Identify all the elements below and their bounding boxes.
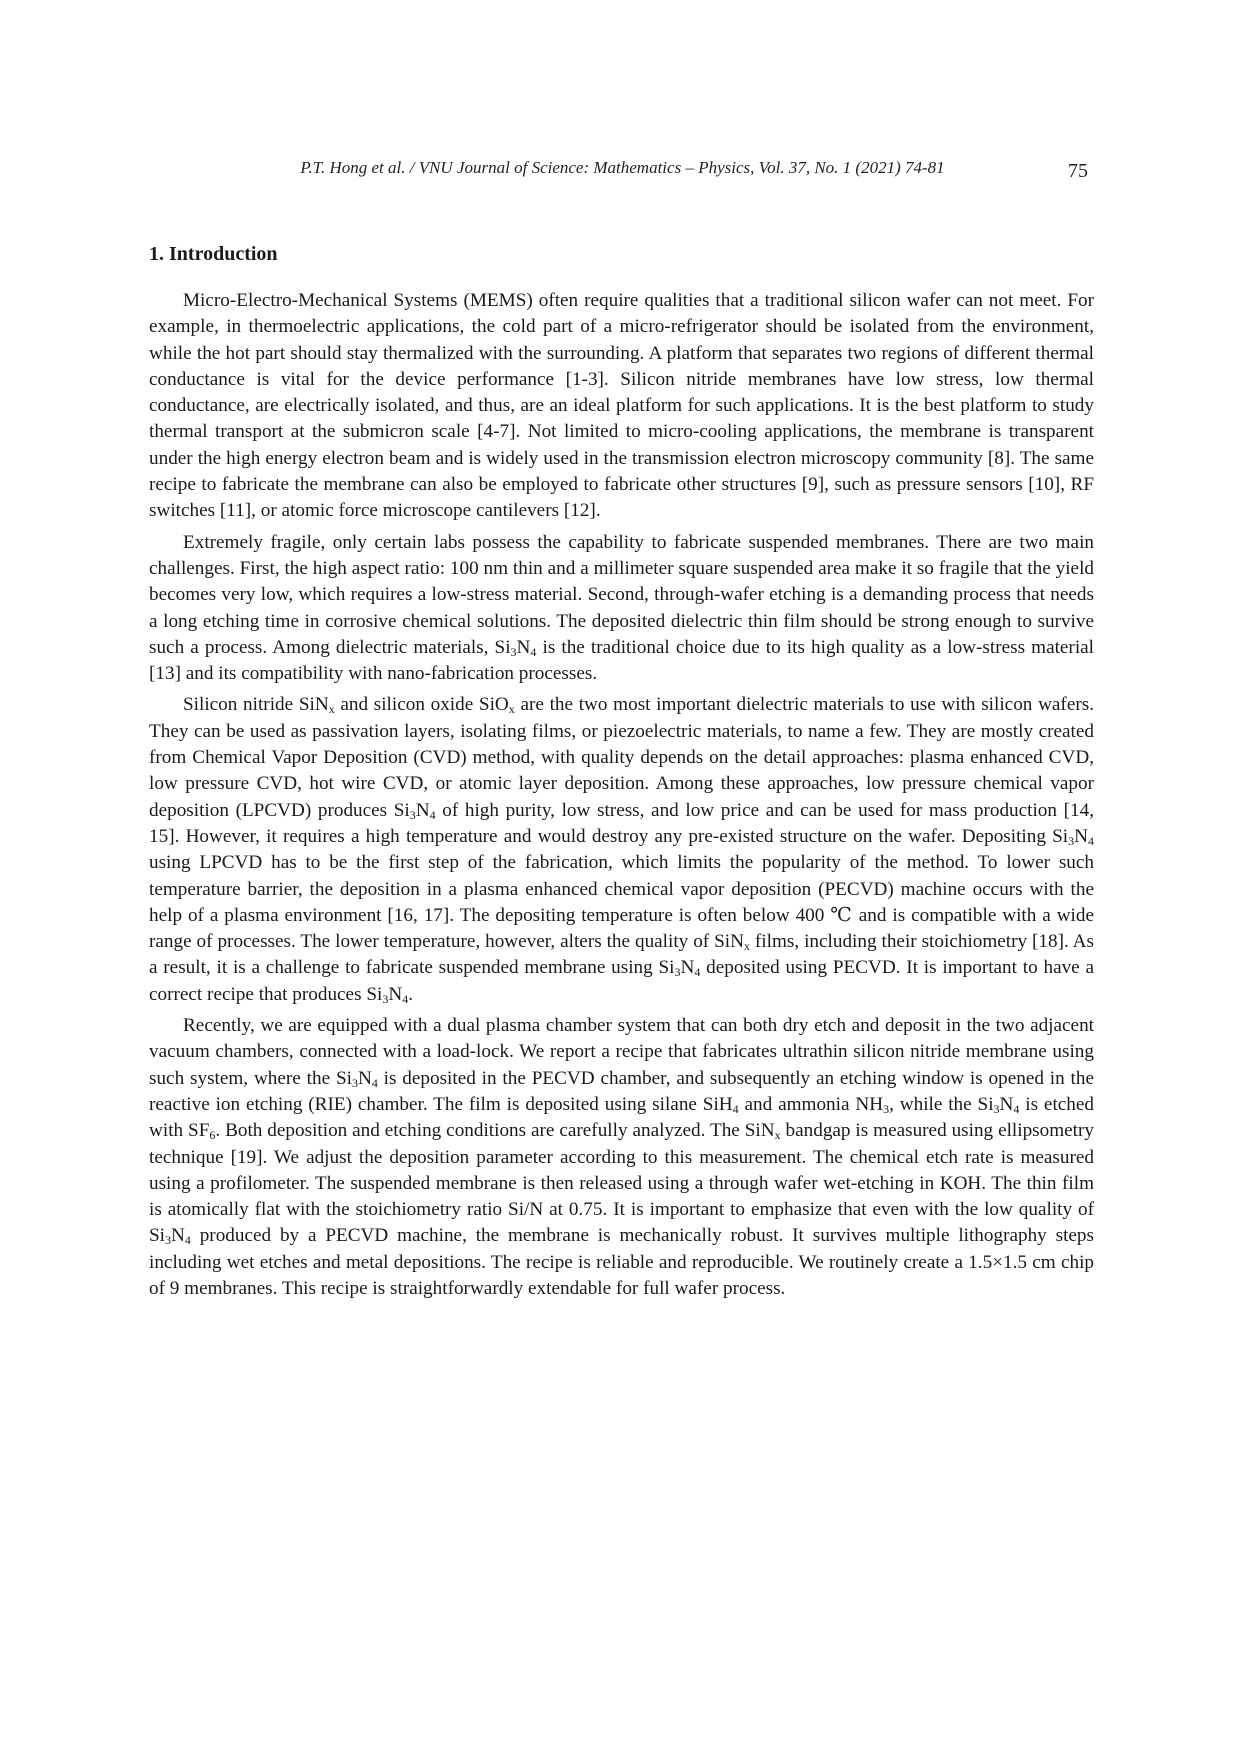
- subscript-text: 4: [402, 991, 409, 1006]
- subscript-text: 3: [993, 1101, 1000, 1116]
- text-run: N: [999, 1093, 1014, 1115]
- text-run: using LPCVD has to be the first step of the fabrication, which limits the popularity of the method. To lower such temperature barrier, the deposition in a plasma enhanced chemical vapor deposition (PECVD) machine occurs with the help of a plasma environment [16, 17]. The depositing temperature is often below 400 ℃ and is compatible with a wide range of processes. The lower temperature, however, alters the quality of SiN: [149, 852, 1094, 953]
- text-run: deposited using PECVD. It is important to have a correct recipe that produces Si: [149, 957, 1094, 1005]
- paragraph: [149, 1013, 1094, 1302]
- text-run: and ammonia NH: [738, 1093, 884, 1115]
- text-run: N: [388, 983, 403, 1005]
- subscript-text: 4: [530, 644, 537, 659]
- text-run: is the traditional choice due to its high quality as a low-stress material [13] and its compatibility with nano-fabrication processes.: [149, 636, 1094, 685]
- text-run: N: [516, 636, 531, 658]
- subscript-text: 4: [732, 1101, 739, 1116]
- body-text: [149, 288, 1094, 1307]
- subscript-text: 3: [510, 644, 517, 659]
- subscript-text: 3: [351, 1075, 358, 1090]
- text-run: Silicon nitride SiN: [183, 694, 329, 716]
- subscript-text: 4: [429, 807, 436, 822]
- subscript-text: 3: [165, 1233, 172, 1248]
- paragraph: [149, 288, 1094, 525]
- text-run: of high purity, low stress, and low price and can be used for mass production [14, 15]. However, it requires a high temperature and would destroy any pre-existed structure on the wafer. Depositing Si: [149, 799, 1094, 847]
- text-run: bandgap is measured using ellipsometry technique [19]. We adjust the deposition parameter according to this measurement. The chemical etch rate is measured using a profilometer. The suspended membrane is then released using a through wafer wet-etching in KOH. The thin film is atomically flat with the stoichiometry ratio Si/N at 0.75. It is important to emphasize that even with the low quality of Si: [149, 1120, 1094, 1247]
- text-run: are the two most important dielectric materials to use with silicon wafers. They can be used as passivation layers, isolating films, or piezoelectric materials, to name a few. They are mostly created from Chemical Vapor Deposition (CVD) method, with quality depends on the detail approaches: plasma enhanced CVD, low pressure CVD, hot wire CVD, or atomic layer deposition. Among these approaches, low pressure chemical vapor deposition (LPCVD) produces Si: [149, 694, 1094, 821]
- subscript-text: 4: [1088, 833, 1094, 848]
- subscript-text: x: [774, 1128, 781, 1143]
- running-header: P.T. Hong et al. / VNU Journal of Science: Mathematics – Physics, Vol. 37, No. 1 (2021) 74-81: [300, 158, 945, 177]
- subscript-text: x: [328, 702, 335, 717]
- text-run: Extremely fragile, only certain labs possess the capability to fabricate suspended membranes. There are two main challenges. First, the high aspect ratio: 100 nm thin and a millimeter square suspended area make it so fragile that the yield becomes very low, which requires a low-stress material. Second, through-wafer etching is a demanding process that needs a long etching time in corrosive chemical solutions. The deposited dielectric thin film should be strong enough to survive such a process. Among dielectric materials, Si: [149, 531, 1094, 658]
- text-run: N: [415, 799, 430, 821]
- text-run: is deposited in the PECVD chamber, and subsequently an etching window is opened in the reactive ion etching (RIE) chamber. The film is deposited using silane SiH: [149, 1067, 1094, 1115]
- subscript-text: 4: [694, 965, 701, 980]
- subscript-text: 6: [209, 1128, 216, 1143]
- text-run: Recently, we are equipped with a dual plasma chamber system that can both dry etch and deposit in the two adjacent vacuum chambers, connected with a load-lock. We report a recipe that fabricates ultrathin silicon nitride membrane using such system, where the Si: [149, 1015, 1094, 1089]
- text-run: Micro-Electro-Mechanical Systems (MEMS) often require qualities that a traditional silicon wafer can not meet. For example, in thermoelectric applications, the cold part of a micro-refrigerator should be isolated from the environment, while the hot part should stay thermalized with the surrounding. A platform that separates two regions of different thermal conductance is vital for the device performance [1-3]. Silicon nitride membranes have low stress, low thermal conductance, are electrically isolated, and thus, are an ideal platform for such applications. It is the best platform to study thermal transport at the submicron scale [4-7]. Not limited to micro-cooling applications, the membrane is transparent under the high energy electron beam and is widely used in the transmission electron microscopy community [8]. The same recipe to fabricate the membrane can also be employed to fabricate other structures [9], such as pressure sensors [10], RF switches [11], or atomic force microscope cantilevers [12].: [149, 290, 1094, 522]
- subscript-text: 4: [1013, 1101, 1020, 1116]
- subscript-text: 4: [184, 1233, 191, 1248]
- subscript-text: 3: [382, 991, 389, 1006]
- text-run: . Both deposition and etching conditions are carefully analyzed. The SiN: [215, 1120, 775, 1142]
- subscript-text: 3: [674, 965, 681, 980]
- page-number: 75: [1068, 160, 1088, 182]
- text-run: N: [680, 957, 695, 979]
- paragraph: [149, 692, 1094, 1008]
- subscript-text: 3: [1068, 833, 1075, 848]
- text-run: is etched with SF: [149, 1093, 1094, 1142]
- subscript-text: x: [508, 702, 515, 717]
- subscript-text: x: [743, 939, 750, 954]
- text-run: N: [1074, 825, 1088, 847]
- text-run: N: [171, 1225, 185, 1247]
- subscript-text: 4: [371, 1075, 378, 1090]
- section-heading: 1. Introduction: [149, 243, 278, 265]
- text-run: and silicon oxide SiO: [334, 694, 509, 716]
- subscript-text: 3: [409, 807, 416, 822]
- paragraph: [149, 530, 1094, 688]
- subscript-text: 3: [883, 1101, 890, 1116]
- text-run: films, including their stoichiometry [18]. As a result, it is a challenge to fabricate suspended membrane using Si: [149, 931, 1095, 979]
- text-run: produced by a PECVD machine, the membrane is mechanically robust. It survives multiple lithography steps including wet etches and metal depositions. The recipe is reliable and reproducible. We routinely create a 1.5×1.5 cm chip of 9 membranes. This recipe is straightforwardly extendable for full wafer process.: [149, 1225, 1094, 1299]
- text-run: N: [357, 1067, 372, 1089]
- text-run: .: [408, 983, 413, 1005]
- text-run: , while the Si: [889, 1093, 994, 1115]
